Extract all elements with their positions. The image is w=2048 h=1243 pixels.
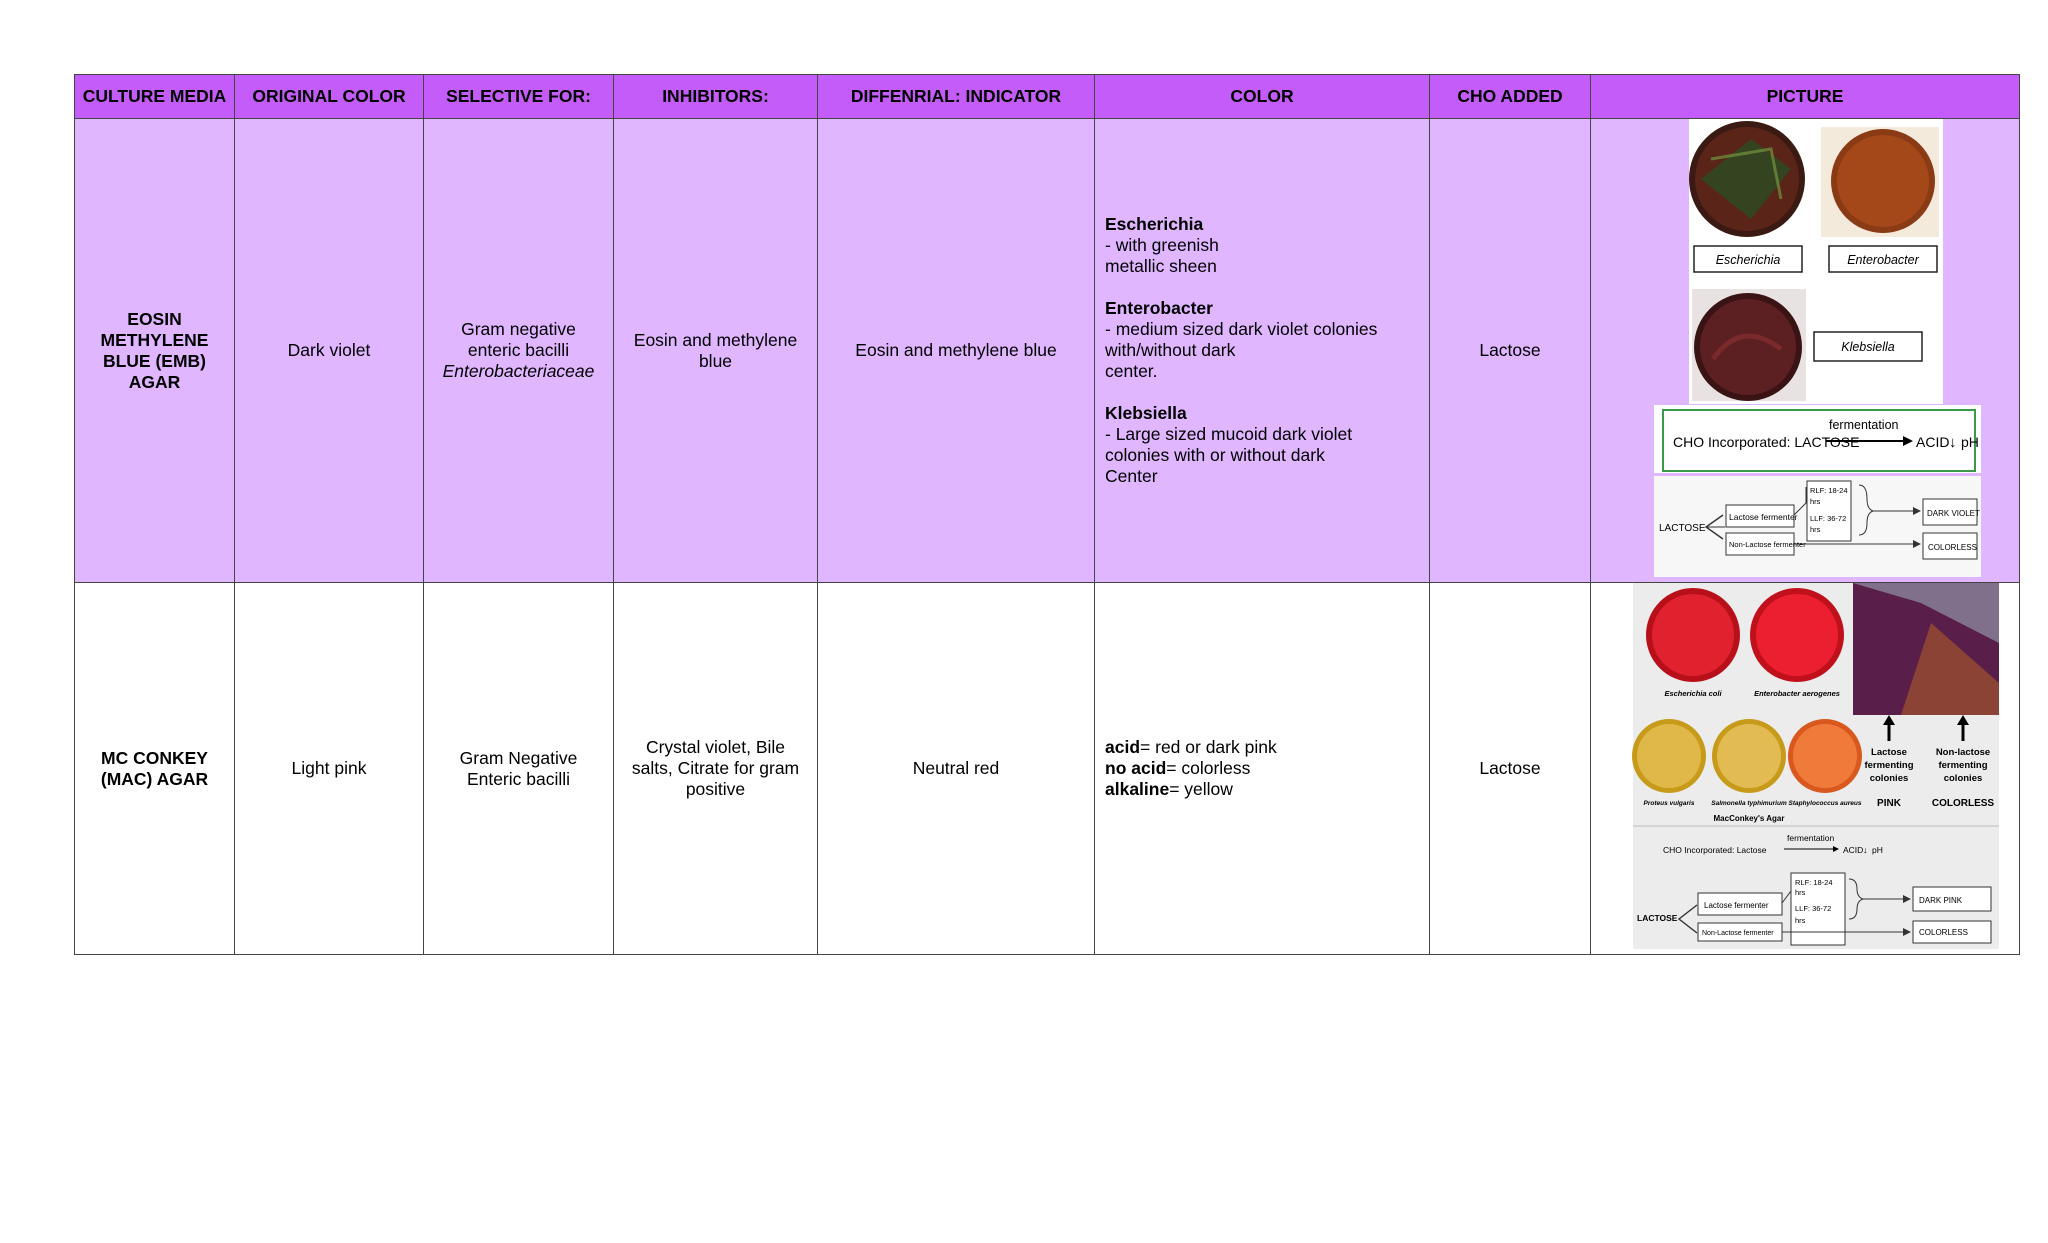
llf-label: LLF: 36-72: [1795, 904, 1832, 913]
color-key: alkaline: [1105, 779, 1170, 799]
plate-caption: Enterobacter aerogenes: [1754, 689, 1840, 698]
selective-line: enteric bacilli: [467, 340, 570, 360]
lactose-label: LACTOSE: [1659, 523, 1706, 534]
macconkey-label: MacConkey's Agar: [1713, 814, 1785, 823]
lactose-label: LACTOSE: [1637, 913, 1678, 923]
acid-label: ACID: [1843, 845, 1864, 855]
non-lactose-fermenter-label: Non-Lactose fermenter: [1729, 540, 1806, 549]
genus-title: Escherichia: [1105, 214, 1204, 234]
fermentation-label: fermentation: [1829, 418, 1899, 432]
genus-title: Klebsiella: [1105, 403, 1187, 423]
genus-desc: Center: [1105, 466, 1158, 486]
genus-desc: metallic sheen: [1105, 256, 1217, 276]
non-lactose-fermenter-label: Non-Lactose fermenter: [1702, 930, 1774, 937]
color-value: = red or dark pink: [1140, 737, 1277, 757]
genus-desc: - medium sized dark violet colonies: [1105, 319, 1378, 339]
picture-cell: [1591, 119, 2020, 583]
plate-caption: Escherichia coli: [1664, 689, 1722, 698]
genus-desc: - Large sized mucoid dark violet: [1105, 424, 1353, 444]
header-original-color: ORIGINAL COLOR: [235, 75, 424, 119]
colorless-result: COLORLESS: [1919, 928, 1968, 937]
color-line-alkaline: [1105, 779, 1419, 800]
cho-added-cell: Lactose: [1430, 583, 1591, 955]
selective-for-cell: [424, 119, 614, 583]
genus-desc: colonies with or without dark: [1105, 445, 1325, 465]
header-picture: PICTURE: [1591, 75, 2020, 119]
cho-added-cell: Lactose: [1430, 119, 1591, 583]
indicator-cell: Neutral red: [818, 583, 1095, 955]
lactose-fermenter-label: Lactose fermenter: [1704, 901, 1769, 910]
klebsiella-label: Klebsiella: [1841, 340, 1895, 354]
genus-title: Enterobacter: [1105, 298, 1213, 318]
plate-caption: Staphylococcus aureus: [1788, 800, 1862, 807]
colorless-label: COLORLESS: [1931, 798, 1995, 809]
lactose-fermenter-label: Lactose fermenter: [1729, 512, 1798, 522]
lf-caption: colonies: [1869, 773, 1909, 784]
mac-picture: [1601, 583, 2030, 949]
lf-caption: Lactose: [1871, 747, 1907, 758]
original-color-cell: Light pink: [235, 583, 424, 955]
dark-pink-result: DARK PINK: [1919, 896, 1963, 905]
color-line-acid: [1105, 737, 1419, 758]
down-arrow-icon: ↓: [1949, 434, 1957, 451]
picture-cell: [1591, 583, 2020, 955]
color-value: = colorless: [1166, 758, 1251, 778]
selective-family: Enterobacteriaceae: [442, 361, 595, 381]
header-cho-added: CHO ADDED: [1430, 75, 1591, 119]
selective-line: Gram Negative: [459, 747, 578, 768]
header-row: [75, 75, 2020, 119]
inhibitors-cell: Eosin and methylene blue: [614, 119, 818, 583]
nlf-caption: fermenting: [1938, 760, 1988, 771]
rlf-hrs-label: hrs: [1795, 888, 1806, 897]
table-row-emb: [75, 119, 2020, 583]
inhibitors-cell: Crystal violet, Bile salts, Citrate for gram positive: [614, 583, 818, 955]
color-value: = yellow: [1169, 779, 1233, 799]
original-color-cell: Dark violet: [235, 119, 424, 583]
header-indicator: DIFFENRIAL: INDICATOR: [818, 75, 1095, 119]
header-inhibitors: INHIBITORS:: [614, 75, 818, 119]
escherichia-label: Escherichia: [1715, 253, 1781, 267]
color-cell: [1095, 119, 1430, 583]
plate-caption: Salmonella typhimurium: [1711, 800, 1787, 807]
genus-desc: center.: [1105, 361, 1158, 381]
lf-caption: fermenting: [1864, 760, 1914, 771]
color-line-no-acid: [1105, 758, 1419, 779]
color-cell: [1095, 583, 1430, 955]
enterobacter-label: Enterobacter: [1847, 253, 1919, 267]
pink-label: PINK: [1877, 798, 1901, 809]
rlf-label: RLF: 18-24: [1810, 486, 1848, 495]
dark-violet-result: DARK VIOLET: [1927, 509, 1980, 518]
acid-label: ACID: [1916, 434, 1950, 450]
media-name-cell: EOSIN METHYLENE BLUE (EMB) AGAR: [75, 119, 235, 583]
nlf-caption: colonies: [1943, 773, 1983, 784]
media-name-cell: MC CONKEY (MAC) AGAR: [75, 583, 235, 955]
fermentation-label: fermentation: [1787, 833, 1835, 843]
selective-line: Gram negative: [461, 319, 576, 339]
llf-hrs-label: hrs: [1810, 525, 1821, 534]
plate-caption: Proteus vulgaris: [1643, 800, 1695, 807]
emb-picture: [1601, 119, 2030, 577]
header-culture-media: CULTURE MEDIA: [75, 75, 235, 119]
selective-line: Enteric bacilli: [466, 768, 571, 789]
ph-label: pH: [1961, 434, 1979, 450]
genus-desc: with/without dark: [1105, 340, 1236, 360]
color-key: acid: [1105, 737, 1141, 757]
down-arrow-icon: ↓: [1863, 845, 1868, 855]
selective-for-cell: [424, 583, 614, 955]
ph-label: pH: [1872, 845, 1883, 855]
llf-label: LLF: 36-72: [1810, 514, 1847, 523]
header-selective-for: SELECTIVE FOR:: [424, 75, 614, 119]
rlf-label: RLF: 18-24: [1795, 878, 1833, 887]
colorless-result: COLORLESS: [1928, 543, 1977, 552]
culture-media-table: [74, 74, 2020, 955]
color-key: no acid: [1105, 758, 1167, 778]
llf-hrs-label: hrs: [1795, 916, 1806, 925]
table-row-mac: [75, 583, 2020, 955]
header-color: COLOR: [1095, 75, 1430, 119]
cho-label: CHO Incorporated: Lactose: [1663, 845, 1767, 855]
indicator-cell: Eosin and methylene blue: [818, 119, 1095, 583]
rlf-hrs-label: hrs: [1810, 497, 1821, 506]
genus-desc: - with greenish: [1105, 235, 1219, 255]
cho-label: CHO Incorporated: LACTOSE: [1673, 434, 1860, 450]
nlf-caption: Non-lactose: [1935, 747, 1991, 758]
